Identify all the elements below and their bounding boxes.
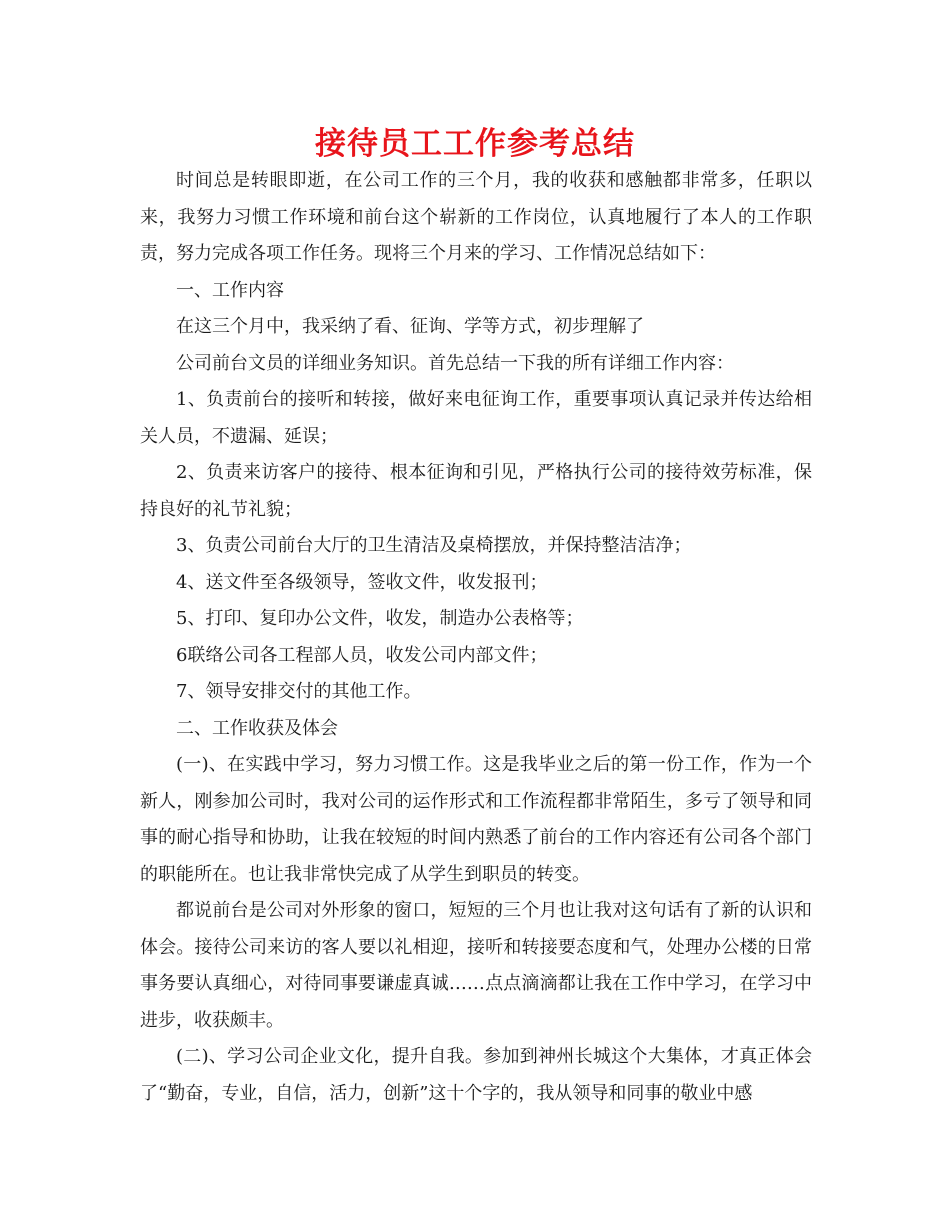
section-heading-gains: 二、工作收获及体会 bbox=[176, 717, 338, 739]
paragraph: (一)、在实践中学习，努力习惯工作。这是我毕业之后的第一份工作，作为一个新人，刚参加公司时，我对公司的运作形式和工作流程都非常陌生，多亏了领导和同事的耐心指导和协助，让我在较短的时间内熟悉了前台的工作内容还有公司各个部门的职能所在。也让我非常快完成了从学生到职员的转变。 bbox=[140, 754, 812, 885]
list-item: 4、送文件至各级领导，签收文件，收发报刊； bbox=[176, 571, 548, 593]
paragraph-intro: 时间总是转眼即逝，在公司工作的三个月，我的收获和感触都非常多，任职以来，我努力习惯工作环境和前台这个崭新的工作岗位，认真地履行了本人的工作职责，努力完成各项工作任务。现将三个月来的学习、工作情况总结如下： bbox=[140, 170, 812, 264]
paragraph: 公司前台文员的详细业务知识。首先总结一下我的所有详细工作内容： bbox=[176, 352, 734, 374]
list-item: 1、负责前台的接听和转接，做好来电征询工作，重要事项认真记录并传达给相关人员，不遗漏、延误； bbox=[140, 389, 812, 447]
document-title: 接待员工工作参考总结 bbox=[315, 126, 635, 162]
list-item: 7、领导安排交付的其他工作。 bbox=[176, 681, 422, 702]
section-heading-work-content: 一、工作内容 bbox=[176, 279, 284, 301]
paragraph: 在这三个月中，我采纳了看、征询、学等方式，初步理解了 bbox=[176, 316, 644, 337]
document-body bbox=[140, 163, 812, 1112]
paragraph: (二)、学习公司企业文化，提升自我。参加到神州长城这个大集体，才真正体会了“勤奋，专业，自信，活力，创新”这十个字的，我从领导和同事的敬业中感 bbox=[140, 1046, 812, 1104]
list-item: 3、负责公司前台大厅的卫生清洁及桌椅摆放，并保持整洁洁净； bbox=[176, 535, 692, 556]
list-item: 6联络公司各工程部人员，收发公司内部文件； bbox=[176, 644, 548, 666]
list-item: 2、负责来访客户的接待、根本征询和引见，严格执行公司的接待效劳标准，保持良好的礼节礼貌； bbox=[140, 462, 812, 520]
list-item: 5、打印、复印办公文件，收发，制造办公表格等； bbox=[176, 608, 584, 629]
paragraph: 都说前台是公司对外形象的窗口，短短的三个月也让我对这句话有了新的认识和体会。接待公司来访的客人要以礼相迎，接听和转接要态度和气，处理办公楼的日常事务要认真细心，对待同事要谦虚真诚……点点滴滴都让我在工作中学习，在学习中进步，收获颇丰。 bbox=[140, 900, 812, 1031]
